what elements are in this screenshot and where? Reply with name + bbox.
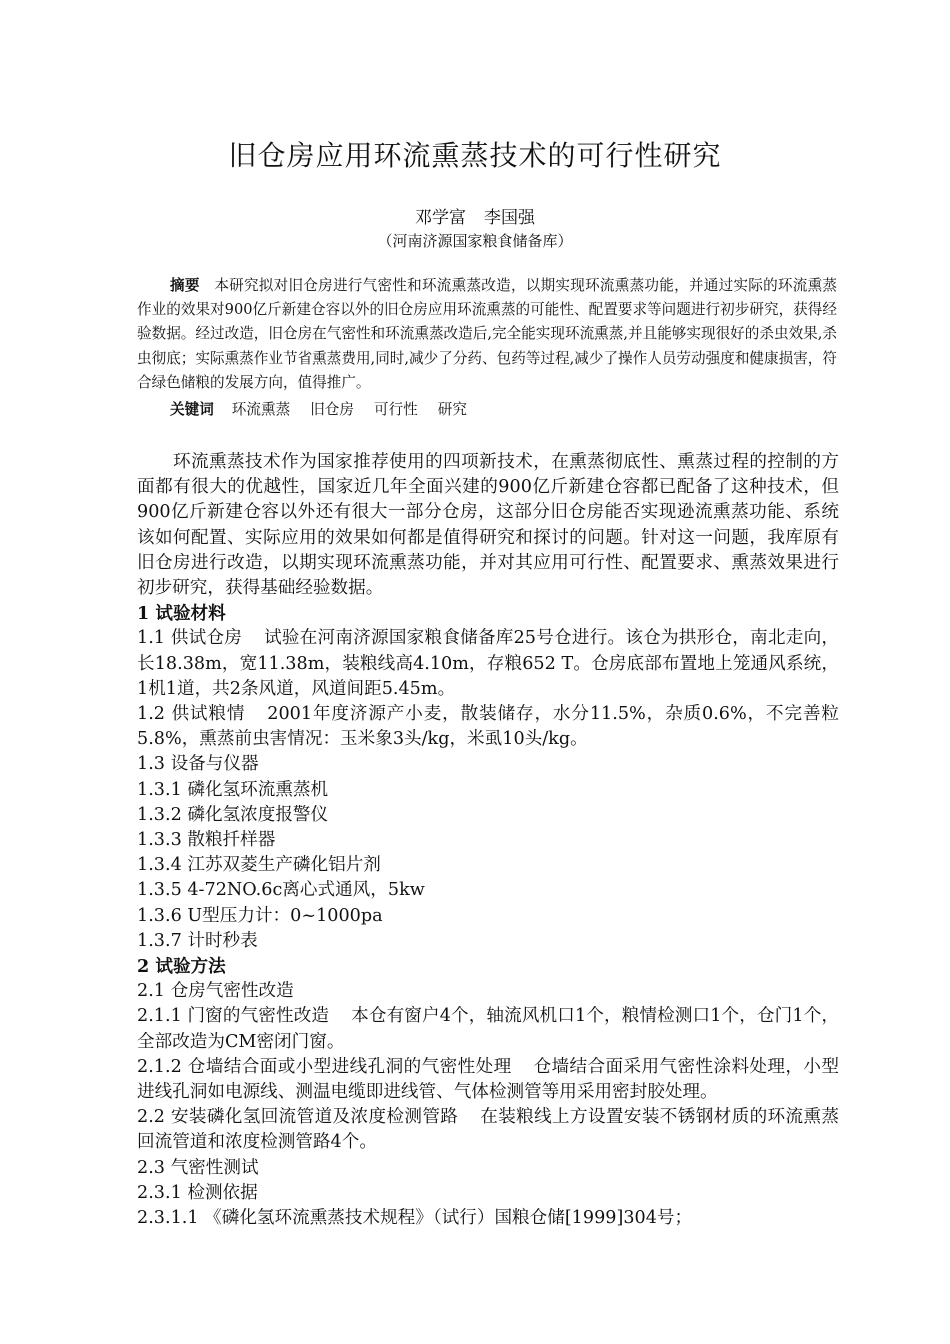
equipment-item: 1.3.4 江苏双菱生产磷化铝片剂 [137, 855, 381, 876]
subheading: 2.1.2 仓墙结合面或小型进线孔洞的气密性处理 [137, 1056, 512, 1077]
keyword: 环流熏蒸 [231, 401, 291, 418]
author-name: 邓学富 [415, 208, 466, 228]
paragraph-1-1 [137, 626, 839, 702]
affiliation: （河南济源国家粮食储备库） [377, 232, 573, 250]
paragraph-text: 试验在河南济源国家粮食储备库25号仓进行。该仓为拱形仓，南北走向，长18.38m，宽11.38m，装粮线高4.10m，存粮652 T。仓房底部布置地上笼通风系统，1机1道，共2条风道，风道间距5.45m。 [137, 628, 839, 699]
subheading: 1.1 供试仓房 [137, 628, 243, 649]
subheading: 1.2 供试粮情 [137, 704, 246, 725]
paper-title: 旧仓房应用环流熏蒸技术的可行性研究 [228, 139, 722, 172]
paragraph-text: 2001年度济源产小麦，散装储存，水分11.5%，杂质0.6%，不完善粒5.8%，熏蒸前虫害情况：玉米象3头/kg，米虱10头/kg。 [137, 704, 839, 750]
equipment-item: 1.3.6 U型压力计：0~1000pa [137, 905, 383, 926]
paragraph-text: 仓墙结合面采用气密性涂料处理，小型进线孔洞如电源线、测温电缆即进线管、气体检测管等用采用密封胶处理。 [137, 1056, 839, 1103]
paragraph-2-1-1 [137, 1004, 839, 1054]
subheading-2-1: 2.1 仓房气密性改造 [137, 981, 294, 1002]
paragraph-2-2 [137, 1105, 839, 1155]
abstract-text: 本研究拟对旧仓房进行气密性和环流熏蒸改造，以期实现环流熏蒸功能，并通过实际的环流熏蒸作业的效果对900亿斤新建仓容以外的旧仓房应用环流熏蒸的可能性、配置要求等问题进行初步研究，获得经验数据。经过改造，旧仓房在气密性和环流熏蒸改造后,完全能实现环流熏蒸,并且能够实现很好的杀虫效果,杀虫彻底；实际熏蒸作业节省熏蒸费用,同时,减少了分药、包药等过程,减少了操作人员劳动强度和健康损害，符合绿色储粮的发展方向，值得推广。 [137, 277, 837, 391]
intro-paragraph: 环流熏蒸技术作为国家推荐使用的四项新技术，在熏蒸彻底性、熏蒸过程的控制的方面都有很大的优越性，国家近几年全面兴建的900亿斤新建仓容都已配备了这种技术，但900亿斤新建仓容以外还有很大一部分仓房，这部分旧仓房能否实现逊流熏蒸功能、系统该如何配置、实际应用的效果如何都是值得研究和探讨的问题。针对这一问题，我库原有旧仓房进行改造，以期实现环流熏蒸功能，并对其应用可行性、配置要求、熏蒸效果进行初步研究，获得基础经验数据。 [137, 452, 839, 599]
paragraph-text: 在装粮线上方设置安装不锈钢材质的环流熏蒸回流管道和浓度检测管路4个。 [137, 1107, 839, 1153]
equipment-item: 1.3.1 磷化氢环流熏蒸机 [137, 779, 329, 800]
subheading-2-3-1-1: 2.3.1.1 《磷化氢环流熏蒸技术规程》（试行）国粮仓储[1999]304号； [137, 1208, 693, 1229]
equipment-item: 1.3.5 4-72NO.6c离心式通风，5kw [137, 880, 425, 901]
section-heading: 2 试验方法 [137, 956, 226, 978]
keywords [170, 398, 487, 419]
keyword: 可行性 [373, 401, 418, 418]
section-heading: 1 试验材料 [137, 603, 226, 625]
abstract-label: 摘要 [170, 277, 200, 294]
subheading-2-3-1: 2.3.1 检测依据 [137, 1182, 258, 1203]
keywords-label: 关键词 [170, 401, 214, 418]
subheading: 2.1.1 门窗的气密性改造 [137, 1006, 330, 1027]
paragraph-text: 本仓有窗户4个，轴流风机口1个，粮情检测口1个，仓门1个，全部改造为CM密闭门窗。 [137, 1006, 839, 1052]
keyword: 旧仓房 [310, 401, 354, 418]
paragraph-2-1-2 [137, 1055, 839, 1105]
subheading: 2.2 安装磷化氢回流管道及浓度检测管路 [137, 1107, 459, 1128]
keyword: 研究 [437, 401, 467, 418]
subheading-2-3: 2.3 气密性测试 [137, 1157, 259, 1178]
abstract [137, 274, 837, 395]
equipment-item: 1.3.3 散粮扦样器 [137, 830, 276, 851]
author-line [0, 203, 950, 228]
equipment-item: 1.3.2 磷化氢浓度报警仪 [137, 804, 329, 825]
equipment-item: 1.3.7 计时秒表 [137, 930, 258, 951]
author-name: 李国强 [484, 208, 535, 228]
main-body [137, 450, 839, 1231]
paragraph-1-2 [137, 702, 839, 752]
subheading-1-3: 1.3 设备与仪器 [137, 754, 259, 775]
